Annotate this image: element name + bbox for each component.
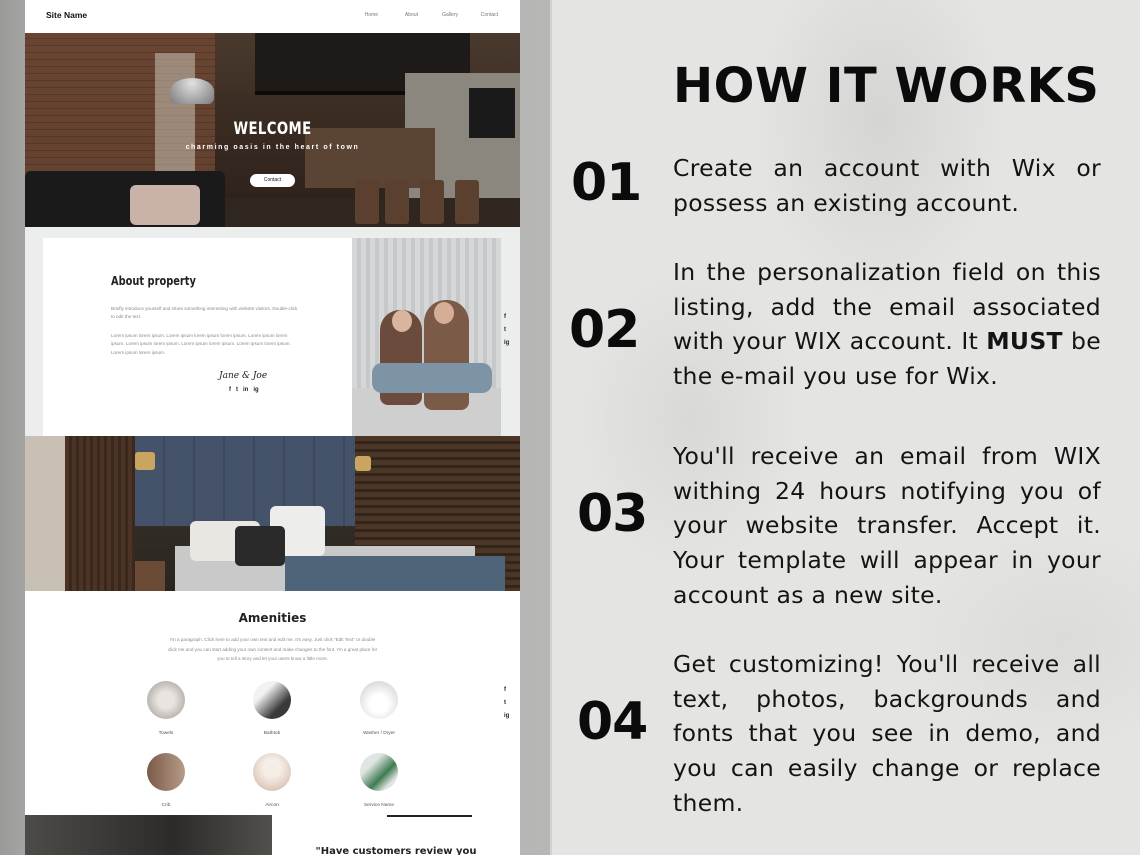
contact-button[interactable]: Contact — [250, 174, 295, 187]
facebook-icon[interactable]: f — [229, 387, 231, 393]
review-divider — [387, 815, 472, 817]
website-mockup — [25, 0, 520, 855]
how-it-works-title: HOW IT WORKS — [673, 58, 1100, 114]
side-social-links — [504, 686, 509, 720]
divider — [550, 0, 552, 855]
hero-chair — [385, 180, 409, 224]
amenity-label: Washer / Dryer — [362, 731, 396, 736]
towels-image — [147, 681, 185, 719]
bedroom-blanket — [285, 556, 505, 591]
crib-image — [147, 753, 185, 791]
step-number: 03 — [577, 484, 648, 544]
instagram-icon[interactable]: ig — [253, 387, 259, 393]
review-heading: "Have customers review you — [315, 846, 477, 855]
step-text-emphasis: MUST — [986, 327, 1063, 356]
about-card — [43, 238, 352, 436]
instagram-icon[interactable]: ig — [504, 340, 510, 346]
bedroom-lamp — [135, 452, 155, 470]
twitter-icon[interactable]: t — [504, 700, 506, 706]
photo-head — [392, 310, 412, 332]
step-text-part: In the personalization field on this listing, add the email associated with your WIX account. It — [673, 258, 1101, 356]
hero-chair — [355, 180, 379, 224]
step-text: You'll receive an email from WIX withing 24 hours notifying you of your website transfer. Accept it. Your template will appear in your account as a new site. — [673, 442, 1101, 609]
amenity-label: Aircon — [265, 803, 279, 808]
amenity-item[interactable] — [126, 681, 206, 736]
hero-pillow — [130, 185, 200, 225]
bathtub-image — [253, 681, 291, 719]
amenity-label: Bathtub — [263, 731, 281, 736]
step-number: 01 — [571, 153, 642, 213]
step-text — [673, 255, 1101, 394]
hero-chair — [455, 180, 479, 224]
hero-pendant-lamp — [170, 78, 214, 104]
photo-head — [434, 302, 454, 324]
bottom-photo — [25, 815, 272, 855]
nav-gallery[interactable]: Gallery — [442, 12, 458, 18]
bedroom-door — [25, 436, 65, 591]
about-intro: Briefly introduce yourself and share something interesting with website visitors. Double-click to edit the text. — [111, 306, 298, 320]
couple-photo — [352, 238, 501, 436]
hero-title: WELCOME — [233, 119, 312, 139]
photo-legs — [372, 363, 492, 393]
hero-section — [25, 33, 520, 227]
twitter-icon[interactable]: t — [504, 327, 506, 333]
facebook-icon[interactable]: f — [504, 687, 506, 693]
nav-contact[interactable]: Contact — [480, 12, 498, 18]
about-social-links — [229, 387, 259, 393]
amenity-item[interactable] — [232, 681, 312, 736]
about-section — [25, 227, 520, 436]
amenities-paragraph: I'm a paragraph. Click here to add your own text and edit me. It's easy. Just click "Edit Text" or double click me and you can start adding your own content and make changes to the font. I'm a great place for you to tell a story and let your users know a little more. — [167, 637, 378, 661]
bedroom-photo — [25, 436, 520, 591]
site-name[interactable]: Site Name — [46, 10, 88, 20]
amenity-label: Crib — [161, 803, 171, 808]
bedroom-shutter — [65, 436, 135, 591]
bedroom-pillow — [235, 526, 285, 566]
step-number: 04 — [577, 692, 648, 752]
amenities-title: Amenities — [238, 611, 307, 625]
bedroom-lamp — [355, 456, 371, 471]
washer-image — [360, 681, 398, 719]
amenity-label: Service Name — [363, 803, 395, 808]
amenity-item[interactable] — [232, 753, 312, 808]
instagram-icon[interactable]: ig — [504, 713, 510, 719]
signature: Jane & Joe — [219, 371, 268, 381]
mockup-nav — [338, 12, 498, 18]
service-image — [360, 753, 398, 791]
side-social-links — [504, 313, 509, 347]
aircon-image — [253, 753, 291, 791]
facebook-icon[interactable]: f — [504, 314, 506, 320]
linkedin-icon[interactable]: in — [243, 387, 249, 393]
review-card — [272, 815, 520, 855]
step-number: 02 — [569, 300, 640, 360]
step-text: Get customizing! You'll receive all text, photos, backgrounds and fonts that you see in demo, and you can easily change or replace them. — [673, 650, 1101, 817]
step-text-part: be the e-mail you use for Wix. — [673, 327, 1101, 391]
amenity-item[interactable] — [339, 681, 419, 736]
amenity-label: Towels — [158, 731, 174, 736]
twitter-icon[interactable]: t — [236, 387, 238, 393]
hero-tv — [469, 88, 515, 138]
amenity-item[interactable] — [126, 753, 206, 808]
bedroom-stool — [135, 561, 165, 591]
hero-chair — [420, 180, 444, 224]
step-text: Create an account with Wix or possess an existing account. — [673, 154, 1101, 217]
about-body: Lorem ipsum lorem ipsum. Lorem ipsum lorem ipsum lorem ipsum. Lorem ipsum lorem ipsum. Lorem ipsum lorem ipsum. Lorem ipsum lorem ipsum. Lorem ipsum lorem ipsum. Lorem ipsum lorem ipsum. — [111, 333, 291, 355]
amenities-section — [25, 591, 520, 815]
about-title: About property — [111, 274, 196, 288]
nav-home[interactable]: Home — [364, 12, 378, 18]
hero-subtitle: charming oasis in the heart of town — [185, 144, 360, 151]
nav-about[interactable]: About — [404, 12, 418, 18]
mockup-header — [25, 0, 520, 33]
amenity-item[interactable] — [339, 753, 419, 808]
